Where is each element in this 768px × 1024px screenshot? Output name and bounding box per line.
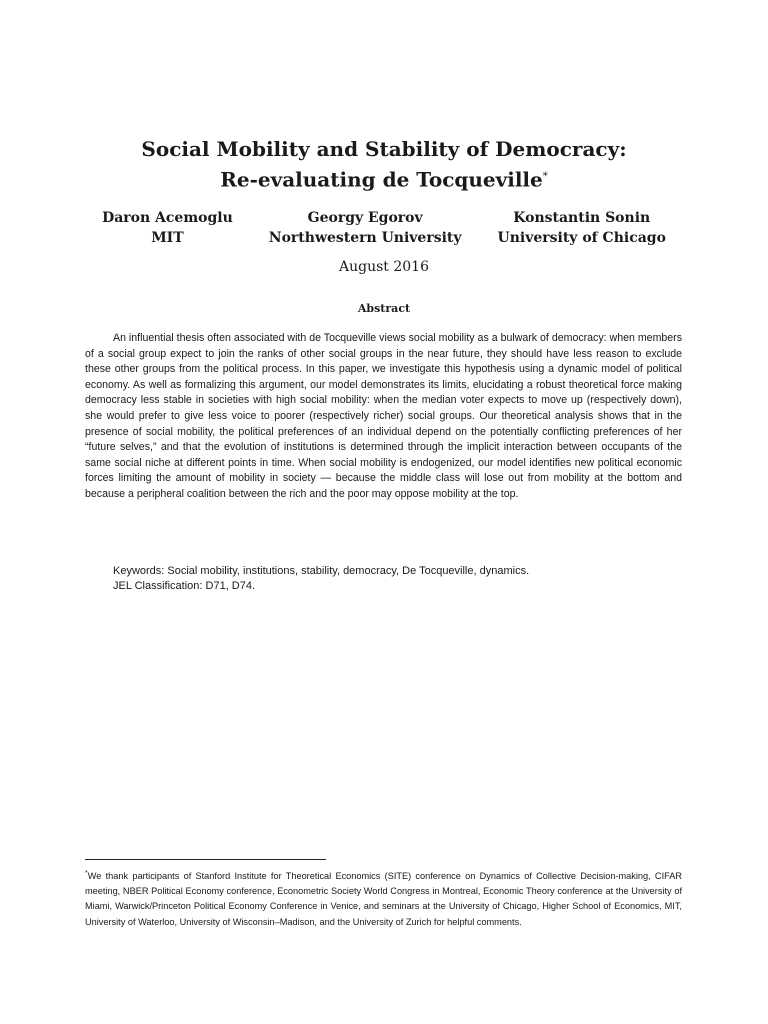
author-list [0, 208, 768, 248]
footnote-divider [85, 859, 326, 860]
title-line-2-text: Re-evaluating de Tocqueville [220, 167, 543, 192]
jel-classification: JEL Classification: D71, D74. [113, 580, 256, 592]
abstract-body: An influential thesis often associated with de Tocqueville views social mobility as a bulwark of democracy: when members of a social group expect to join the ranks of other social groups in the near future, they should have less reason to exclude these other groups from the political process. In this paper, we investigate this hypothesis using a dynamic model of political economy. As well as formalizing this argument, our model demonstrates its limits, elucidating a robust theoretical force making democracy less stable in societies with high social mobility: when the median voter expects to move up (respectively down), she would prefer to give less voice to poorer (respectively richer) social groups. Our theoretical analysis shows that in the presence of social mobility, the political preferences of an individual depend on the potentially conflicting preferences of her “future selves,” and that the evolution of institutions is determined through the implicit interaction between occupants of the same social niche at different points in time. When social mobility is endogenized, our model identifies new political economic forces limiting the amount of mobility in society — because the middle class will lose out from mobility at the bottom and because a peripheral coalition between the rich and the poor may oppose mobility at the top. [85, 332, 682, 500]
title-line-2 [0, 163, 768, 194]
author-affiliation: MIT [151, 230, 184, 246]
author-1 [102, 208, 233, 248]
publication-date: August 2016 [339, 259, 429, 275]
abstract-heading: Abstract [357, 302, 411, 315]
keywords-line: Keywords: Social mobility, institutions, stability, democracy, De Tocqueville, dynamics. [113, 565, 530, 577]
title-footnote-mark: * [542, 171, 548, 182]
author-3 [498, 208, 666, 248]
paper-title [0, 136, 768, 194]
author-name: Konstantin Sonin [513, 210, 651, 226]
author-affiliation: Northwestern University [268, 230, 462, 246]
footnote-mark: * [85, 870, 88, 877]
author-name: Daron Acemoglu [102, 210, 233, 226]
keywords-block [113, 564, 683, 594]
author-2 [269, 208, 462, 248]
title-line-1: Social Mobility and Stability of Democracy: [141, 137, 627, 161]
author-affiliation: University of Chicago [497, 230, 666, 246]
footnote-text: We thank participants of Stanford Institute for Theoretical Economics (SITE) conference on Dynamics of Collective Decision-making, CIFAR meeting, NBER Political Economy conference, Econometric Society World Congress in Montreal, Economic Theory conference at the University of Miami, Warwick/Princeton Political Economy Conference in Venice, and seminars at the University of Chicago, Higher School of Economics, MIT, University of Waterloo, University of Wisconsin–Madison, and the University of Zurich for helpful comments. [85, 871, 682, 927]
footnote [85, 866, 682, 930]
author-name: Georgy Egorov [307, 210, 423, 226]
